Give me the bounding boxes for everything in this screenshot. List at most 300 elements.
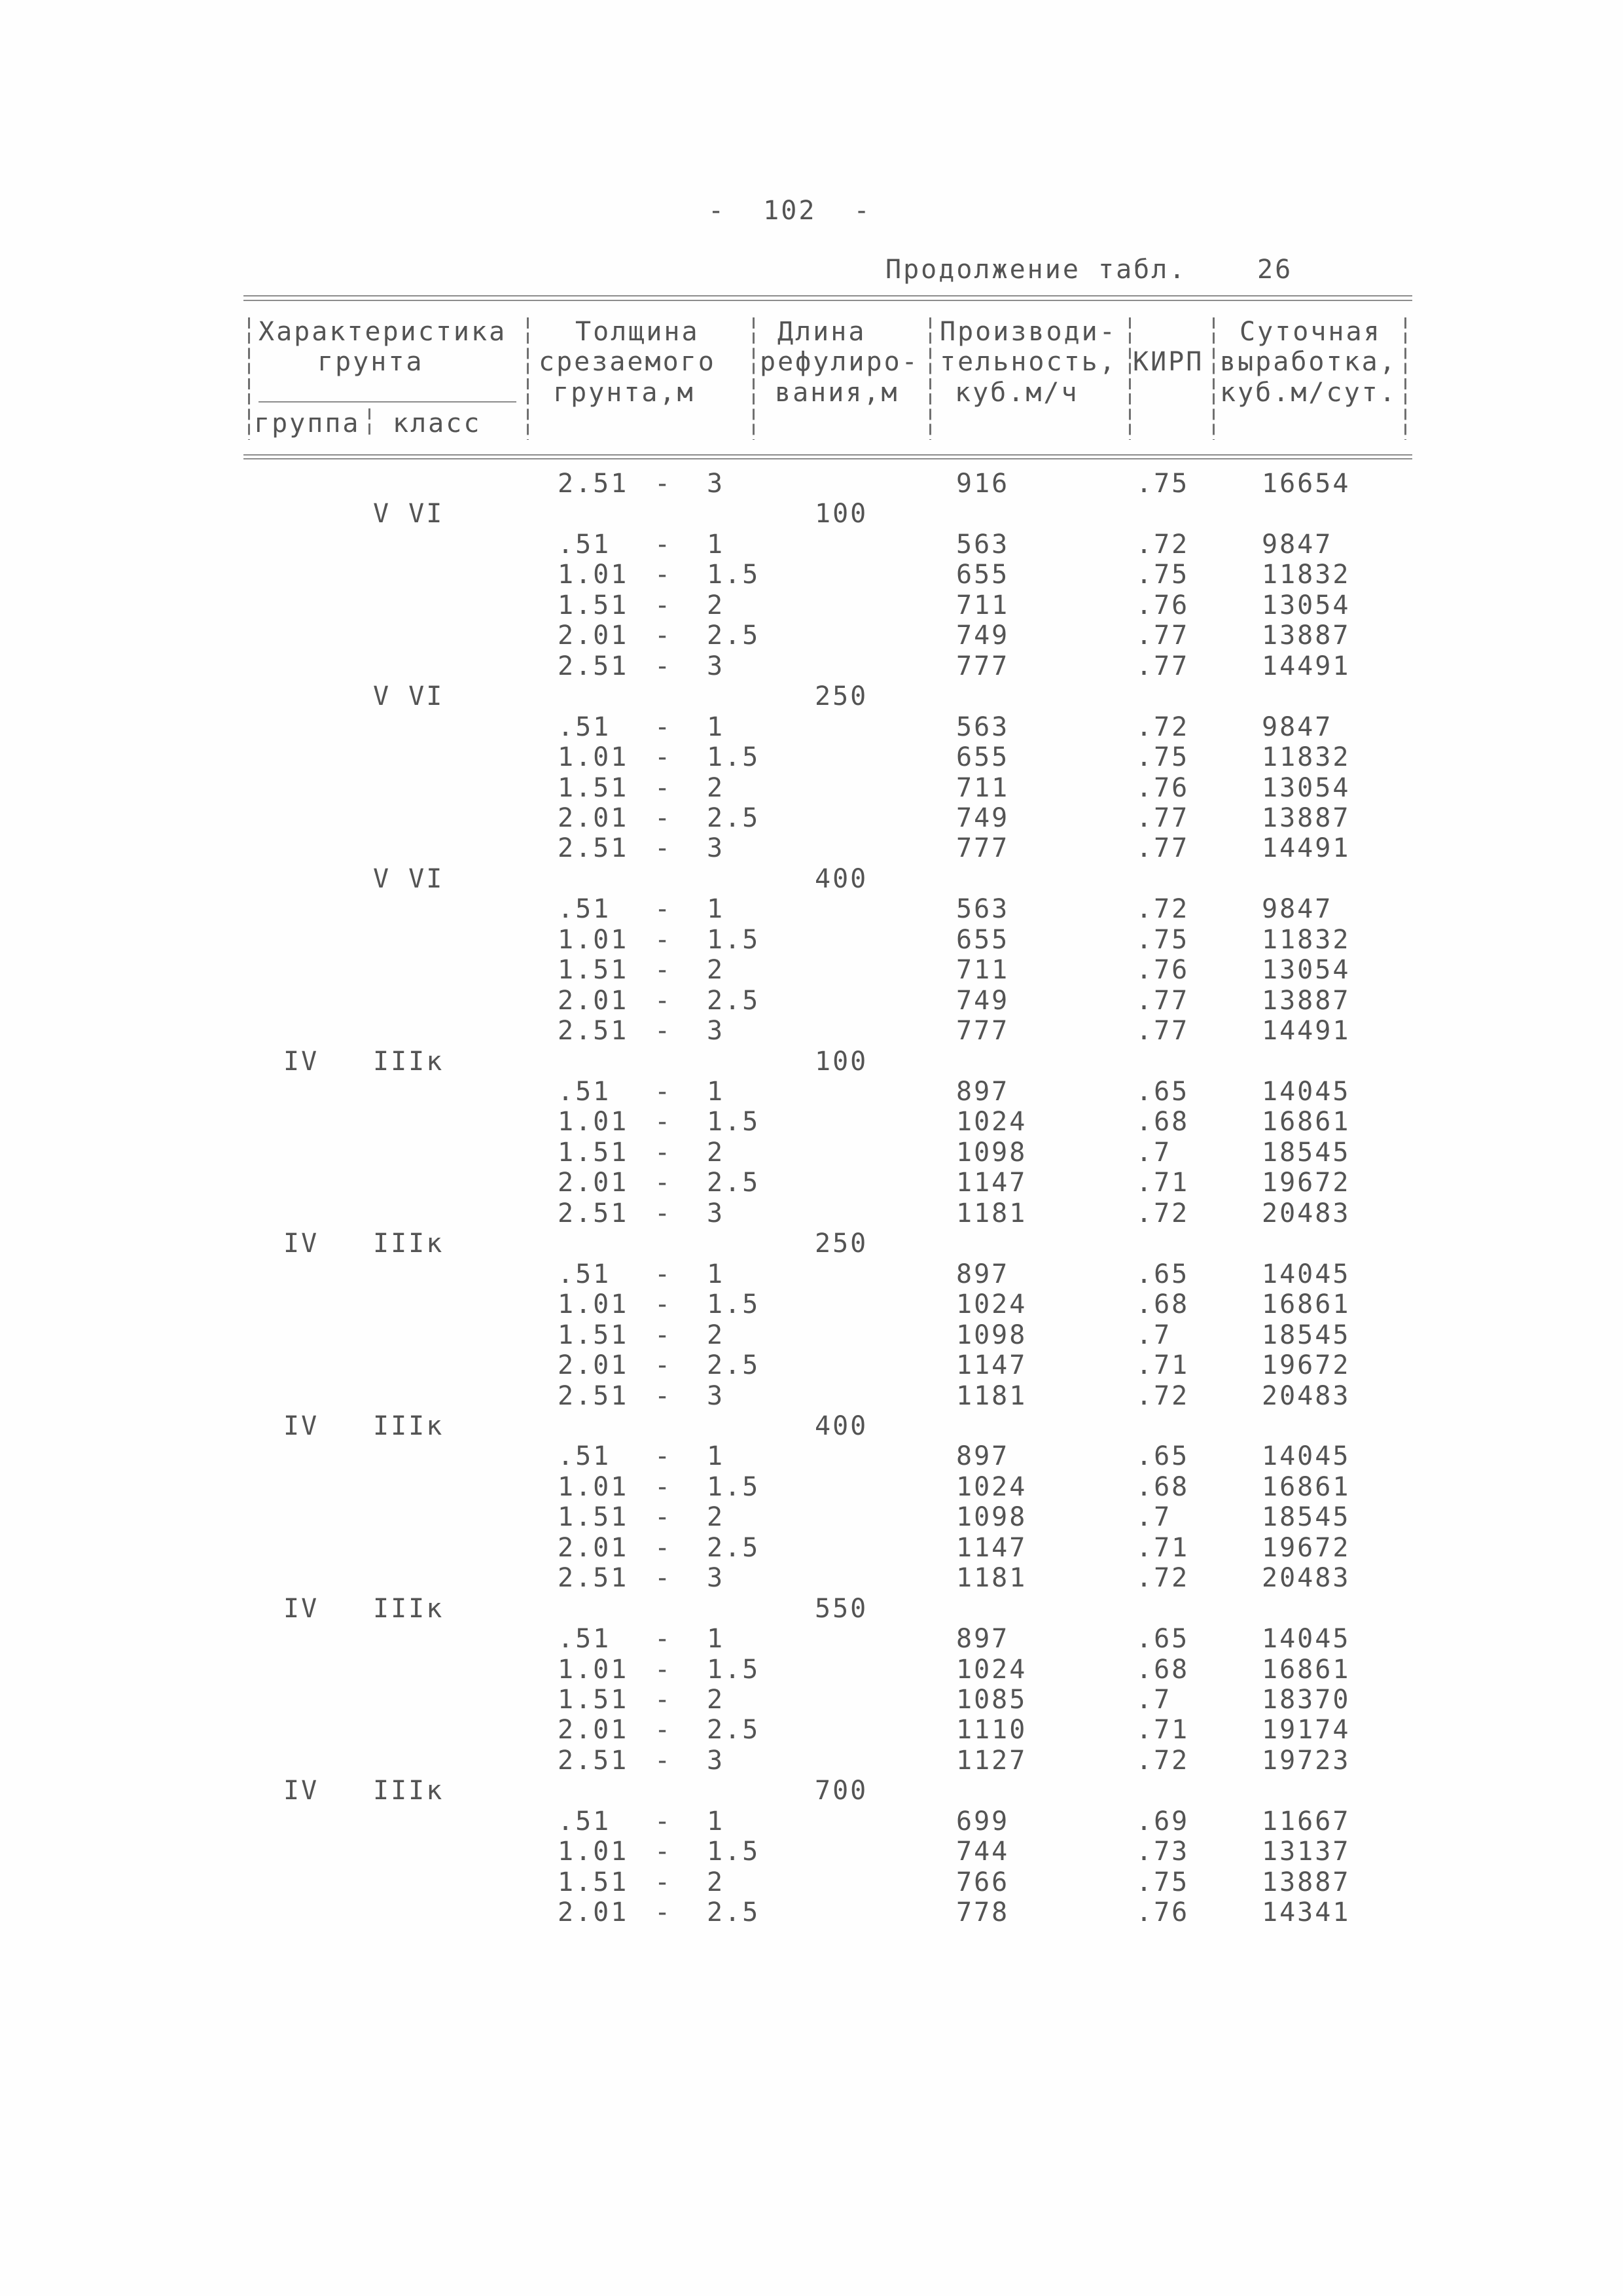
thickness-to: 1.5 [707,1837,760,1867]
continuation-label: Продолжение табл. [885,255,1187,285]
header-underline [259,401,516,403]
productivity-value: 1024 [956,1654,1027,1685]
header-class: класс [393,408,482,439]
thickness-to: 2 [707,1685,725,1715]
header-length-title: Длина [777,317,866,347]
table-row [0,1289,1623,1319]
header-kirp-title: КИРП [1133,347,1204,377]
kirp-value: .71 [1136,1715,1190,1746]
thickness-to: 1.5 [707,1107,760,1138]
table-row [0,529,1623,560]
soil-class: V VI [373,863,444,894]
productivity-value: 749 [956,985,1010,1016]
kirp-value: .68 [1136,1654,1190,1685]
table-row [0,1563,1623,1593]
thickness-to: 1 [707,1624,725,1655]
thickness-from: 1.51 [558,1867,629,1897]
thickness-to: 2.5 [707,1897,760,1928]
top-rule [243,300,1412,301]
thickness-to: 1 [707,1806,725,1837]
thickness-from: 1.01 [558,742,629,773]
kirp-value: .73 [1136,1837,1190,1867]
soil-group: IV [283,1229,319,1259]
range-separator: - [654,1471,673,1502]
table-row [0,590,1623,620]
range-separator: - [654,955,673,986]
productivity-value: 777 [956,1016,1010,1047]
productivity-value: 749 [956,802,1010,833]
productivity-value: 1024 [956,1289,1027,1320]
kirp-value: .75 [1136,560,1190,590]
header-column-separator [753,317,755,440]
productivity-value: 711 [956,772,1010,803]
range-separator: - [654,1259,673,1289]
soil-class: IIIк [373,1046,444,1077]
table-row [0,925,1623,955]
daily-output-value: 19723 [1262,1745,1351,1776]
kirp-value: .65 [1136,1441,1190,1472]
thickness-from: 2.01 [558,802,629,833]
kirp-value: .7 [1136,1685,1172,1715]
range-separator: - [654,1867,673,1897]
kirp-value: .68 [1136,1471,1190,1502]
header-length-unit: вания,м [775,378,899,408]
productivity-value: 563 [956,711,1010,742]
table-row [0,1259,1623,1289]
table-row [0,1350,1623,1380]
productivity-value: 655 [956,560,1010,590]
thickness-to: 3 [707,833,725,864]
thickness-to: 1 [707,1259,725,1289]
productivity-value: 897 [956,1441,1010,1472]
thickness-from: .51 [558,1806,611,1837]
header-thickness-unit: грунта,м [553,378,695,408]
thickness-from: .51 [558,1077,611,1107]
table-row [0,1198,1623,1229]
daily-output-value: 9847 [1262,894,1333,925]
thickness-to: 2.5 [707,620,760,651]
thickness-from: .51 [558,529,611,560]
kirp-value: .7 [1136,1137,1172,1168]
productivity-value: 897 [956,1624,1010,1655]
table-row [0,773,1623,803]
kirp-value: .75 [1136,469,1190,499]
kirp-value: .77 [1136,1016,1190,1047]
thickness-from: 2.01 [558,1715,629,1746]
table-row [0,1715,1623,1745]
table-row [0,712,1623,742]
thickness-from: 1.51 [558,590,629,620]
thickness-to: 1 [707,1441,725,1472]
kirp-value: .71 [1136,1168,1190,1198]
header-column-separator [1404,317,1406,440]
range-separator: - [654,1624,673,1655]
soil-group: IV [283,1046,319,1077]
daily-output-value: 13137 [1262,1837,1351,1867]
section-header-row [0,1229,1623,1259]
range-separator: - [654,529,673,560]
productivity-value: 711 [956,590,1010,620]
thickness-from: 2.51 [558,651,629,681]
table-row [0,1077,1623,1107]
daily-output-value: 18370 [1262,1685,1351,1715]
kirp-value: .65 [1136,1624,1190,1655]
thickness-from: .51 [558,1441,611,1472]
range-separator: - [654,711,673,742]
productivity-value: 563 [956,529,1010,560]
daily-output-value: 11832 [1262,742,1351,773]
thickness-from: 2.51 [558,1016,629,1047]
section-header-row [0,1594,1623,1624]
table-row [0,1381,1623,1411]
kirp-value: .76 [1136,772,1190,803]
kirp-value: .72 [1136,529,1190,560]
thickness-to: 3 [707,651,725,681]
productivity-value: 1098 [956,1319,1027,1350]
kirp-value: .72 [1136,1745,1190,1776]
range-separator: - [654,590,673,620]
thickness-to: 1.5 [707,1654,760,1685]
kirp-value: .76 [1136,955,1190,986]
pumping-length: 100 [815,499,868,529]
kirp-value: .77 [1136,985,1190,1016]
productivity-value: 1181 [956,1380,1027,1411]
daily-output-value: 13054 [1262,955,1351,986]
table-row [0,560,1623,590]
thickness-from: 1.01 [558,1107,629,1138]
table-row [0,1107,1623,1137]
kirp-value: .71 [1136,1532,1190,1563]
table-row [0,1016,1623,1046]
range-separator: - [654,833,673,864]
table-row [0,1746,1623,1776]
kirp-value: .72 [1136,711,1190,742]
table-row [0,1533,1623,1563]
kirp-value: .77 [1136,620,1190,651]
thickness-from: .51 [558,894,611,925]
thickness-to: 3 [707,1198,725,1229]
kirp-value: .65 [1136,1259,1190,1289]
top-rule [243,295,1412,296]
thickness-to: 3 [707,469,725,499]
kirp-value: .77 [1136,651,1190,681]
productivity-value: 1024 [956,1471,1027,1502]
daily-output-value: 19672 [1262,1168,1351,1198]
range-separator: - [654,1289,673,1320]
table-row [0,1472,1623,1502]
soil-class: IIIк [373,1776,444,1806]
daily-output-value: 19672 [1262,1350,1351,1381]
range-separator: - [654,1137,673,1168]
range-separator: - [654,1319,673,1350]
range-separator: - [654,1715,673,1746]
productivity-value: 1181 [956,1563,1027,1594]
range-separator: - [654,772,673,803]
page-number: - 102 - [708,196,872,226]
daily-output-value: 13054 [1262,772,1351,803]
thickness-to: 2.5 [707,1532,760,1563]
header-productivity-unit: куб.м/ч [955,378,1079,408]
range-separator: - [654,1107,673,1138]
header-column-separator [527,317,529,440]
pumping-length: 700 [815,1776,868,1806]
header-daily-output-unit: куб.м/сут. [1220,378,1397,408]
range-separator: - [654,1837,673,1867]
thickness-from: 2.01 [558,985,629,1016]
thickness-from: 1.01 [558,1289,629,1320]
daily-output-value: 11667 [1262,1806,1351,1837]
range-separator: - [654,1016,673,1047]
thickness-from: 2.01 [558,1532,629,1563]
kirp-value: .69 [1136,1806,1190,1837]
section-header-row [0,864,1623,894]
daily-output-value: 20483 [1262,1198,1351,1229]
section-header-row [0,499,1623,529]
range-separator: - [654,1502,673,1533]
daily-output-value: 13887 [1262,1867,1351,1897]
range-separator: - [654,985,673,1016]
productivity-value: 1127 [956,1745,1027,1776]
thickness-to: 2.5 [707,985,760,1016]
productivity-value: 655 [956,924,1010,955]
daily-output-value: 14341 [1262,1897,1351,1928]
range-separator: - [654,620,673,651]
range-separator: - [654,1168,673,1198]
thickness-from: 1.51 [558,1319,629,1350]
table-row [0,620,1623,651]
thickness-from: 2.51 [558,469,629,499]
daily-output-value: 13887 [1262,802,1351,833]
daily-output-value: 11832 [1262,560,1351,590]
thickness-from: 1.01 [558,1654,629,1685]
daily-output-value: 13887 [1262,620,1351,651]
header-subcolumn-separator [368,408,370,439]
thickness-from: 2.51 [558,1745,629,1776]
thickness-to: 1.5 [707,1471,760,1502]
thickness-from: 2.01 [558,620,629,651]
productivity-value: 699 [956,1806,1010,1837]
range-separator: - [654,1654,673,1685]
thickness-from: 2.51 [558,1198,629,1229]
kirp-value: .76 [1136,590,1190,620]
productivity-value: 744 [956,1837,1010,1867]
thickness-to: 2 [707,1867,725,1897]
thickness-from: 2.51 [558,1563,629,1594]
table-number: 26 [1257,255,1293,285]
thickness-to: 2 [707,590,725,620]
range-separator: - [654,1563,673,1594]
kirp-value: .77 [1136,802,1190,833]
kirp-value: .75 [1136,1867,1190,1897]
table-row [0,651,1623,681]
thickness-from: 2.51 [558,1380,629,1411]
range-separator: - [654,1198,673,1229]
thickness-to: 1.5 [707,1289,760,1320]
pumping-length: 400 [815,863,868,894]
daily-output-value: 14491 [1262,833,1351,864]
productivity-value: 1147 [956,1532,1027,1563]
header-daily-output-title: выработка, [1220,347,1397,377]
daily-output-value: 20483 [1262,1563,1351,1594]
header-soil-title: Характеристика [259,317,507,347]
section-header-row [0,1411,1623,1441]
thickness-to: 1.5 [707,560,760,590]
daily-output-value: 18545 [1262,1137,1351,1168]
header-productivity-title: тельность, [940,347,1117,377]
thickness-to: 3 [707,1563,725,1594]
soil-group: IV [283,1410,319,1441]
thickness-from: 2.51 [558,833,629,864]
daily-output-value: 19174 [1262,1715,1351,1746]
productivity-value: 1024 [956,1107,1027,1138]
thickness-from: 1.01 [558,1837,629,1867]
range-separator: - [654,742,673,773]
thickness-to: 3 [707,1745,725,1776]
kirp-value: .68 [1136,1289,1190,1320]
soil-class: IIIк [373,1593,444,1624]
range-separator: - [654,1685,673,1715]
productivity-value: 778 [956,1897,1010,1928]
header-thickness-title: срезаемого [539,347,716,377]
header-column-separator [929,317,931,440]
daily-output-value: 16861 [1262,1654,1351,1685]
productivity-value: 563 [956,894,1010,925]
daily-output-value: 9847 [1262,529,1333,560]
range-separator: - [654,802,673,833]
productivity-value: 766 [956,1867,1010,1897]
productivity-value: 916 [956,469,1010,499]
table-row [0,803,1623,833]
section-header-row [0,1776,1623,1806]
thickness-from: 1.51 [558,955,629,986]
range-separator: - [654,651,673,681]
thickness-from: 1.51 [558,772,629,803]
range-separator: - [654,924,673,955]
productivity-value: 1181 [956,1198,1027,1229]
daily-output-value: 14045 [1262,1077,1351,1107]
productivity-value: 1147 [956,1168,1027,1198]
thickness-from: 1.01 [558,560,629,590]
header-daily-output-title: Суточная [1240,317,1382,347]
thickness-from: 1.01 [558,1471,629,1502]
thickness-to: 1 [707,894,725,925]
thickness-to: 1 [707,1077,725,1107]
kirp-value: .72 [1136,1380,1190,1411]
range-separator: - [654,1350,673,1381]
kirp-value: .76 [1136,1897,1190,1928]
table-row [0,1655,1623,1685]
soil-group: IV [283,1776,319,1806]
thickness-to: 2 [707,1319,725,1350]
table-row [0,742,1623,772]
thickness-from: 2.01 [558,1350,629,1381]
daily-output-value: 16861 [1262,1471,1351,1502]
productivity-value: 897 [956,1077,1010,1107]
kirp-value: .65 [1136,1077,1190,1107]
productivity-value: 1147 [956,1350,1027,1381]
header-productivity-title: Производи- [940,317,1117,347]
table-row [0,1685,1623,1715]
range-separator: - [654,1532,673,1563]
table-body [0,469,1623,1935]
range-separator: - [654,1745,673,1776]
daily-output-value: 18545 [1262,1502,1351,1533]
kirp-value: .77 [1136,833,1190,864]
kirp-value: .71 [1136,1350,1190,1381]
range-separator: - [654,1897,673,1928]
pumping-length: 250 [815,681,868,712]
table-row [0,955,1623,985]
header-bottom-rule [243,454,1412,456]
table-row [0,833,1623,863]
kirp-value: .72 [1136,1198,1190,1229]
header-column-separator [1129,317,1131,440]
thickness-to: 2.5 [707,1168,760,1198]
productivity-value: 897 [956,1259,1010,1289]
thickness-to: 2 [707,955,725,986]
header-bottom-rule [243,458,1412,459]
thickness-to: 1.5 [707,924,760,955]
daily-output-value: 14491 [1262,651,1351,681]
productivity-value: 777 [956,833,1010,864]
table-row [0,1168,1623,1198]
productivity-value: 1098 [956,1502,1027,1533]
thickness-from: 2.01 [558,1897,629,1928]
thickness-from: 1.51 [558,1502,629,1533]
table-row [0,986,1623,1016]
header-group: группа [254,408,361,439]
thickness-to: 2 [707,1502,725,1533]
productivity-value: 749 [956,620,1010,651]
daily-output-value: 14045 [1262,1624,1351,1655]
table-row [0,1502,1623,1532]
thickness-to: 2.5 [707,802,760,833]
thickness-from: .51 [558,1624,611,1655]
soil-class: V VI [373,681,444,712]
table-row [0,469,1623,499]
soil-group: IV [283,1593,319,1624]
daily-output-value: 14045 [1262,1441,1351,1472]
pumping-length: 550 [815,1593,868,1624]
kirp-value: .75 [1136,924,1190,955]
productivity-value: 1098 [956,1137,1027,1168]
daily-output-value: 13054 [1262,590,1351,620]
table-row [0,1320,1623,1350]
soil-class: IIIк [373,1410,444,1441]
range-separator: - [654,894,673,925]
thickness-to: 3 [707,1016,725,1047]
thickness-from: 1.01 [558,924,629,955]
daily-output-value: 16654 [1262,469,1351,499]
thickness-from: 1.51 [558,1137,629,1168]
daily-output-value: 9847 [1262,711,1333,742]
kirp-value: .68 [1136,1107,1190,1138]
table-row [0,1867,1623,1897]
range-separator: - [654,1077,673,1107]
table-row [0,1441,1623,1471]
table-row [0,1837,1623,1867]
range-separator: - [654,1380,673,1411]
soil-class: IIIк [373,1229,444,1259]
kirp-value: .72 [1136,894,1190,925]
range-separator: - [654,560,673,590]
soil-class: V VI [373,499,444,529]
pumping-length: 100 [815,1046,868,1077]
daily-output-value: 13887 [1262,985,1351,1016]
header-soil-title: грунта [317,347,424,377]
range-separator: - [654,1806,673,1837]
productivity-value: 1085 [956,1685,1027,1715]
